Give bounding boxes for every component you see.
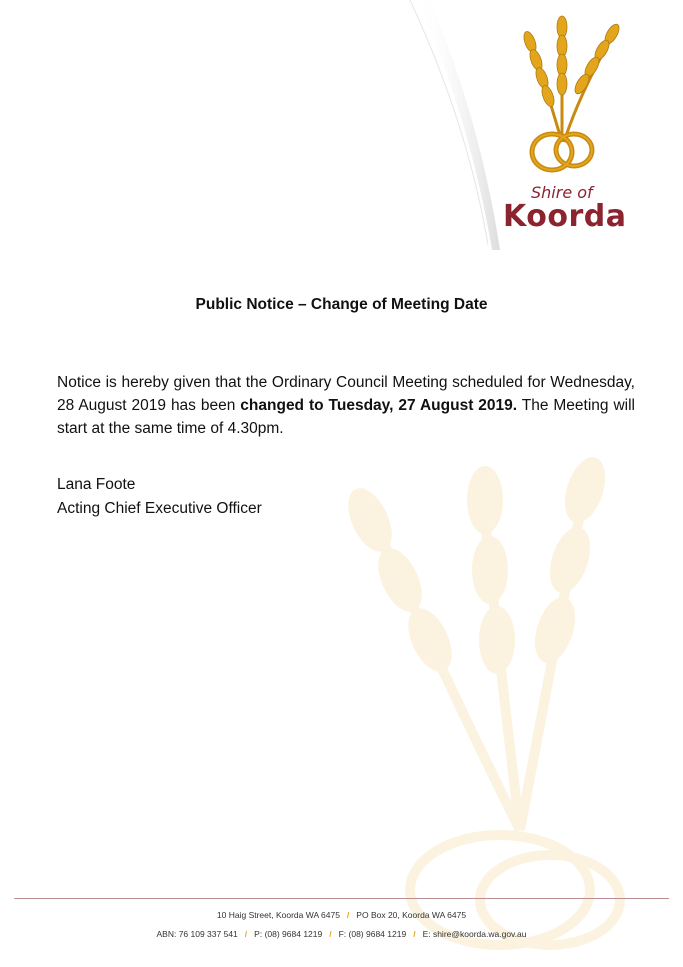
signatory-position: Acting Chief Executive Officer	[57, 500, 262, 517]
footer-phone: P: (08) 9684 1219	[254, 929, 323, 939]
footer-email: E: shire@koorda.wa.gov.au	[422, 929, 527, 939]
notice-body-part1: Notice is hereby given that the Ordinary Council Meeting scheduled for Wednesday, 28 August 2019 has been	[57, 374, 635, 414]
signatory-name: Lana Foote	[57, 476, 136, 493]
wheat-watermark	[300, 430, 683, 967]
notice-body-part2: The Meeting will start at the same time of 4.30pm.	[57, 397, 635, 437]
logo-shire-of: Shire of	[531, 183, 593, 202]
footer-separator: /	[244, 929, 248, 939]
footer-abn: ABN: 76 109 337 541	[156, 929, 238, 939]
footer-separator: /	[346, 910, 350, 920]
notice-title: Public Notice – Change of Meeting Date	[195, 296, 488, 313]
notice-body-bold: changed to Tuesday, 27 August 2019.	[240, 397, 518, 414]
logo-koorda: Koorda	[503, 199, 627, 234]
footer-divider	[14, 898, 669, 899]
footer-fax: F: (08) 9684 1219	[338, 929, 407, 939]
footer-separator: /	[329, 929, 332, 939]
signature-block	[57, 473, 262, 521]
footer-pobox: PO Box 20, Koorda WA 6475	[356, 910, 467, 920]
notice-body	[57, 371, 635, 440]
footer-separator: /	[413, 929, 416, 939]
footer-address-line	[0, 910, 683, 920]
footer-contact-line	[0, 929, 683, 939]
footer-street: 10 Haig Street, Koorda WA 6475	[216, 910, 340, 920]
